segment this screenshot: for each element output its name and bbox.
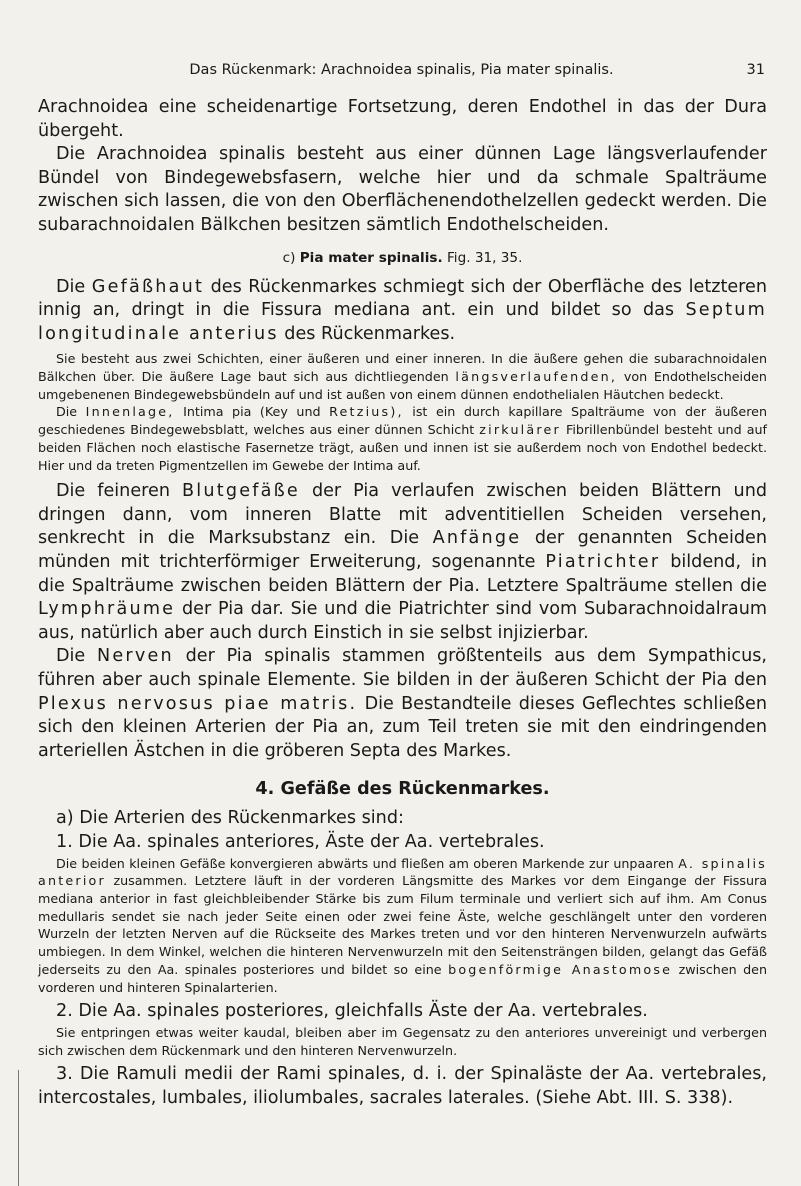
page-body: [38, 96, 767, 1110]
spaced-term: zirkulärer: [479, 422, 561, 438]
margin-rule: [18, 1070, 19, 1186]
spaced-term: Plexus nervosus piae matris.: [38, 693, 358, 714]
small-paragraph: Die Innenlage, Intima pia (Key und Retzius), ist ein durch kapillare Spalträume von der äußeren geschiedenes Bindegewebsblatt, welches aus einer dünnen Schicht zirkulärer Fibrillenbündel besteht und auf beiden Flächen noch elastische Fasernetze trägt, außen und innen ist sie außerdem noch von Endothel bedeckt. Hier und da treten Pigmentzellen im Gewebe der Intima auf.: [38, 404, 767, 473]
spaced-term: Innenlage,: [85, 404, 175, 420]
paragraph: Die Gefäßhaut des Rückenmarkes schmiegt sich der Oberfläche des letzteren innig an, dringt in die Fissura mediana ant. ein und bildet so das Septum longitudinale anterius des Rückenmarkes.: [38, 276, 767, 344]
page-number: 31: [746, 62, 765, 78]
paragraph: Die Nerven der Pia spinalis stammen größtenteils aus dem Sympathicus, führen aber auch spinale Elemente. Sie bilden in der äußeren Schicht der Pia den Plexus nervosus piae matris. Die Bestandteile dieses Geflechtes schließen sich den kleinen Arterien der Pia an, zum Teil treten sie mit den eindringenden arteriellen Ästchen in die gröberen Septa des Markes.: [38, 646, 768, 761]
spaced-term: A. spinalis anterior: [38, 855, 767, 889]
spaced-term: Retzius),: [329, 404, 404, 420]
section-prefix: c): [282, 249, 296, 266]
spaced-term: bogenförmige Anastomose: [448, 961, 673, 977]
paragraph: Arachnoidea eine scheidenartige Fortsetzung, deren Endothel in das der Dura übergeht.: [38, 97, 767, 141]
small-paragraph: Sie besteht aus zwei Schichten, einer äußeren und einer inneren. In die äußere gehen die subarachnoidalen Bälkchen über. Die äußere Lage baut sich aus dichtliegenden längsverlaufenden, von Endothelscheiden umgebenenen Bindegewebsbündeln auf und ist außen von einem dünnen endothelialen Häutchen bedeckt.: [38, 351, 767, 402]
spaced-term: Blutgefäße: [182, 481, 300, 502]
paragraph: Die feineren Blutgefäße der Pia verlaufen zwischen beiden Blättern und dringen dann, vom inneren Blatte mit adventitiellen Scheiden versehen, senkrecht in die Marksubstanz ein. Die Anfänge der genannten Scheiden münden mit trichterförmiger Erweiterung, sogenannte Piatrichter bildend, in die Spalträume zwischen beiden Blättern der Pia. Letztere Spalträume stellen die Lymphräume der Pia dar. Sie und die Piatrichter sind vom Subarachnoidalraum aus, natürlich aber auch durch Einstich in sie selbst injizierbar.: [38, 481, 768, 643]
spaced-term: Gefäßhaut: [91, 276, 205, 297]
section-heading-pia-mater: [38, 250, 767, 266]
spaced-term: Piatrichter: [545, 552, 661, 573]
small-paragraph: Sie entpringen etwas weiter kaudal, bleiben aber im Gegensatz zu den anteriores unvereinigt und verbergen sich zwischen dem Rückenmark und den hinteren Nervenwurzeln.: [38, 1024, 767, 1058]
list-item: 1. Die Aa. spinales anteriores, Äste der Aa. vertebrales.: [56, 831, 545, 852]
small-paragraph: Die beiden kleinen Gefäße konvergieren abwärts und fließen am oberen Markende zur unpaaren A. spinalis anterior zusammen. Letztere läuft in der vorderen Längsmitte des Markes vor dem Eingange der Fissura mediana anterior in fast gleichbleibender Stärke bis zum Filum terminale und verliert sich auf ihm. Am Conus medullaris sendet sie nach jeder Seite einen oder zwei feine Äste, welche geschlängelt unter den vorderen Wurzeln der letzten Nerven auf die Rückseite des Markes treten und vor den hinteren Nervenwurzeln aufwärts umbiegen. In dem Winkel, welchen die hinteren Nervenwurzeln mit den Seitensträngen bilden, gelangt das Gefäß jederseits zu den Aa. spinales posteriores und bildet so eine bogenförmige Anastomose zwischen den vorderen und hinteren Spinalarterien.: [38, 855, 767, 995]
section-heading-vessels: 4. Gefäße des Rückenmarkes.: [255, 779, 550, 800]
list-item: 3. Die Ramuli medii der Rami spinales, d. i. der Spinaläste der Aa. vertebrales, intercostales, lumbales, iliolumbales, sacrales laterales. (Siehe Abt. III. S. 338).: [38, 1064, 767, 1108]
list-item: 2. Die Aa. spinales posteriores, gleichfalls Äste der Aa. vertebrales.: [56, 1001, 648, 1022]
header-title: Das Rückenmark: Arachnoidea spinalis, Pia mater spinalis.: [189, 62, 614, 78]
running-header: [38, 62, 765, 82]
spaced-term: Anfänge: [432, 528, 522, 549]
spaced-term: Nerven: [97, 646, 174, 667]
figure-reference: Fig. 31, 35.: [446, 249, 523, 266]
spaced-term: Septum longitudinale anterius: [38, 300, 767, 344]
subheading: a) Die Arterien des Rückenmarkes sind:: [56, 808, 404, 829]
section-title: Pia mater spinalis.: [299, 249, 443, 266]
spaced-term: längsverlaufenden,: [455, 369, 618, 385]
paragraph: Die Arachnoidea spinalis besteht aus einer dünnen Lage längsverlaufender Bündel von Bindegewebsfasern, welche hier und da schmale Spalträume zwischen sich lassen, die von den Oberflächenendothelzellen gedeckt werden. Die subarachnoidalen Bälkchen besitzen sämtlich Endothelscheiden.: [38, 144, 767, 235]
spaced-term: Lymphräume: [38, 599, 176, 620]
